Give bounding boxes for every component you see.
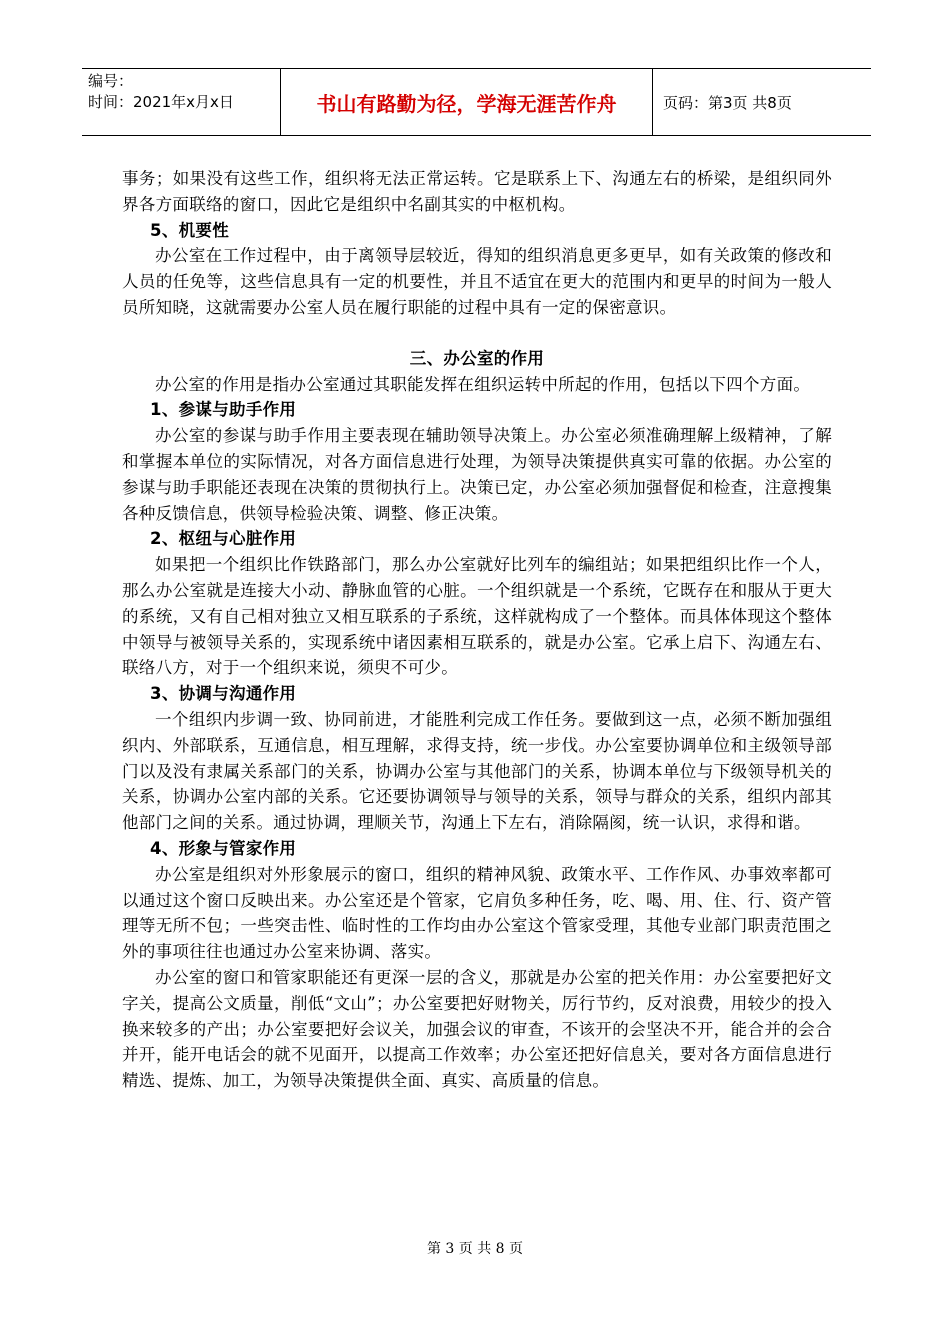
paragraph: 办公室是组织对外形象展示的窗口，组织的精神风貌、政策水平、工作作风、办事效率都可以通过这个窗口反映出来。办公室还是个管家，它肩负多种任务，吃、喝、用、住、行、资产管理等无所不包；一些突击性、临时性的工作均由办公室这个管家受理，其他专业部门职责范围之外的事项往往也通过办公室来协调、落实。 — [122, 864, 832, 962]
subheading-confidentiality: 5、机要性 — [150, 220, 230, 240]
page-header — [82, 68, 871, 136]
subheading-advisor: 1、参谋与助手作用 — [150, 400, 297, 420]
page-footer: 第 3 页 共 8 页 — [426, 1241, 524, 1257]
section-title: 三、办公室的作用 — [409, 348, 545, 368]
subheading-image-steward: 4、形象与管家作用 — [150, 838, 297, 858]
paragraph: 办公室的窗口和管家职能还有更深一层的含义，那就是办公室的把关作用：办公室要把好文字关，提高公文质量，削低“文山”；办公室要把好财物关，厉行节约，反对浪费，用较少的投入换来较多的产出；办公室要把好会议关，加强会议的审查，不该开的会坚决不开，能合并的会合并开，能开电话会的就不见面开，以提高工作效率；办公室还把好信息关，要对各方面信息进行精选、提炼、加工，为领导决策提供全面、真实、高质量的信息。 — [122, 967, 832, 1091]
document-body — [122, 166, 832, 1094]
paragraph: 办公室的参谋与助手作用主要表现在辅助领导决策上。办公室必须准确理解上级精神，了解和掌握本单位的实际情况，对各方面信息进行处理，为领导决策提供真实可靠的依据。办公室的参谋与助手职能还表现在决策的贯彻执行上。决策已定，办公室必须加强督促和检查，注意搜集各种反馈信息，供领导检验决策、调整、修正决策。 — [122, 426, 832, 523]
paragraph: 办公室的作用是指办公室通过其职能发挥在组织运转中所起的作用，包括以下四个方面。 — [155, 374, 811, 394]
paragraph: 办公室在工作过程中，由于离领导层较近，得知的组织消息更多更早，如有关政策的修改和人员的任免等，这些信息具有一定的机要性，并且不适宜在更大的范围内和更早的时间为一般人员所知晓，这就需要办公室人员在履行职能的过程中具有一定的保密意识。 — [122, 246, 832, 317]
subheading-coordination: 3、协调与沟通作用 — [150, 684, 297, 704]
header-motto: 书山有路勤为径，学海无涯苦作舟 — [281, 69, 653, 135]
subheading-hub: 2、枢纽与心脏作用 — [150, 529, 297, 549]
document-number: 编号： — [88, 72, 134, 90]
paragraph: 一个组织内步调一致、协同前进，才能胜利完成工作任务。要做到这一点，必须不断加强组织内、外部联系，互通信息，相互理解，求得支持，统一步伐。办公室要协调单位和主级领导部门以及没有隶属关系部门的关系，协调办公室与其他部门的关系，协调本单位与下级领导机关的关系，协调办公室内部的关系。它还要协调领导与领导的关系，领导与群众的关系，组织内部其他部门之间的关系。通过协调，理顺关节，沟通上下左右，消除隔阂，统一认识，求得和谐。 — [122, 709, 832, 833]
header-meta — [82, 69, 281, 135]
paragraph: 事务；如果没有这些工作，组织将无法正常运转。它是联系上下、沟通左右的桥梁，是组织同外界各方面联络的窗口，因此它是组织中名副其实的中枢机构。 — [122, 169, 832, 214]
document-date: 时间：2021年x月x日 — [88, 93, 234, 111]
paragraph: 如果把一个组织比作铁路部门，那么办公室就好比列车的编组站；如果把组织比作一个人，那么办公室就是连接大小动、静脉血管的心脏。一个组织就是一个系统，它既存在和服从于更大的系统，又有自己相对独立又相互联系的子系统，这样就构成了一个整体。而具体体现这个整体中领导与被领导关系的，实现系统中诸因素相互联系的，就是办公室。它承上启下、沟通左右、联络八方，对于一个组织来说，须臾不可少。 — [122, 555, 832, 678]
header-page-info: 页码：第3页 共8页 — [663, 93, 792, 112]
